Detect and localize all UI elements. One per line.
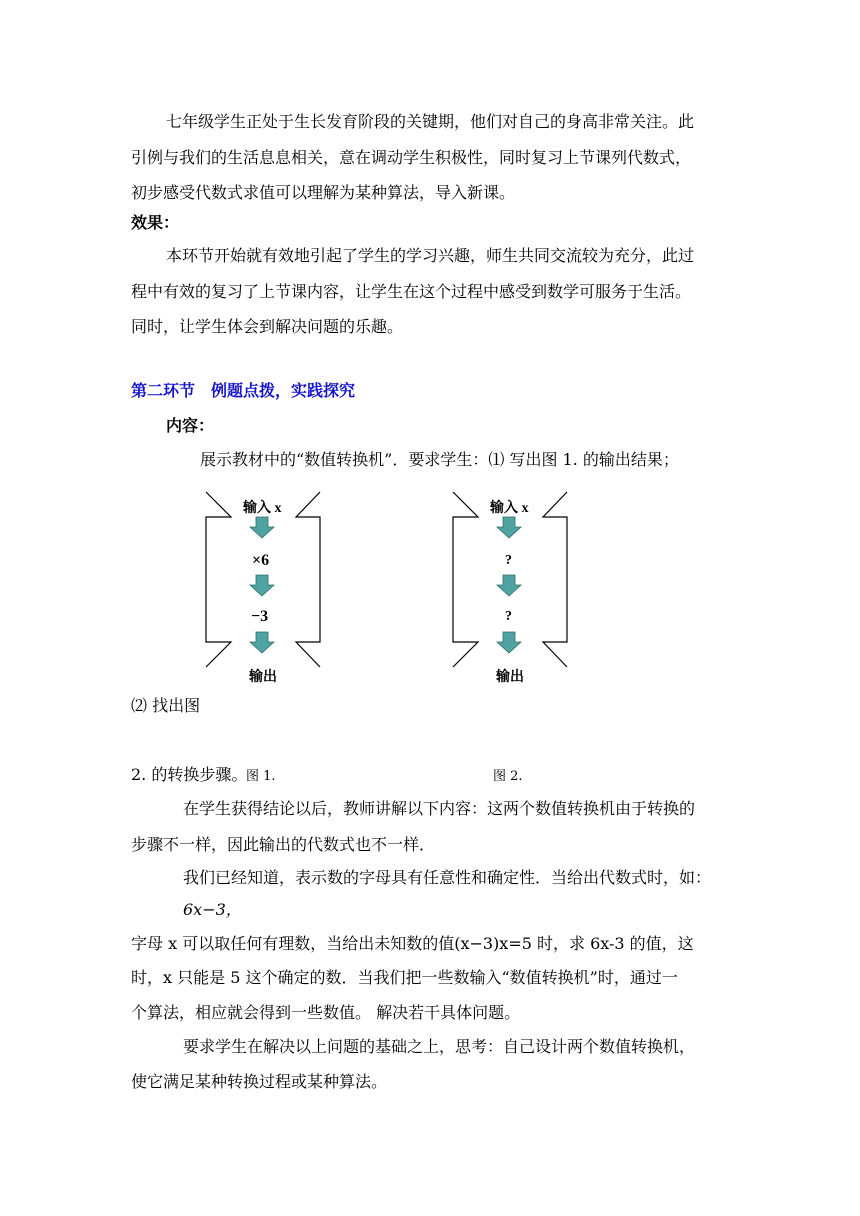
diagram2-step2-label: ? [505, 609, 512, 624]
task2-line: ⑵ 找出图 [131, 696, 201, 715]
para2-line3: 同时，让学生体会到解决问题的乐趣。 [131, 317, 404, 336]
para1-line3: 初步感受代数式求值可以理解为某种算法，导入新课。 [131, 183, 516, 202]
para3-line2: 步骤不一样，因此输出的代数式也不一样． [131, 835, 436, 854]
content-heading: 内容： [166, 416, 215, 435]
down-arrow-icon [497, 632, 521, 653]
down-arrow-icon [497, 575, 521, 596]
para4-line4: 个算法，相应就会得到一些数值。 解决若干具体问题。 [131, 1003, 521, 1022]
down-arrow-icon [250, 575, 274, 596]
para4-line3: 时，x 只能是 5 这个确定的数．当我们把一些数输入“数值转换机”时，通过一 [131, 968, 678, 987]
down-arrow-icon [250, 517, 274, 538]
para1-line2: 引例与我们的生活息息相关，意在调动学生积极性，同时复习上节课列代数式， [131, 148, 692, 167]
para4-line2: 字母 x 可以取任何有理数，当给出未知数的值(x−3)x=5 时，求 6x-3 的值，这 [131, 934, 694, 953]
diagram1-output-label: 输出 [249, 670, 277, 685]
figure2-caption: 图 2. [493, 769, 523, 784]
para4-line1: 我们已经知道，表示数的字母具有任意性和确定性．当给出代数式时，如： [183, 868, 712, 887]
para3-line1: 在学生获得结论以后，教师讲解以下内容：这两个数值转换机由于转换的 [183, 799, 696, 818]
down-arrow-icon [250, 632, 274, 653]
para5-line1: 要求学生在解决以上问题的基础之上，思考：自己设计两个数值转换机， [183, 1037, 696, 1056]
effect-heading: 效果： [131, 213, 180, 232]
diagram1-input-label: 输入 x [243, 501, 282, 516]
diagram2-step1-label: ? [505, 553, 512, 568]
para2-line2: 程中有效的复习了上节课内容，让学生在这个过程中感受到数学可服务于生活。 [131, 282, 692, 301]
diagram1-step1-label: ×6 [252, 552, 270, 569]
diagram2-input-label: 输入 x [490, 501, 529, 516]
section-title: 第二环节 例题点拨，实践探究 [131, 381, 356, 400]
task2-continued: 2. 的转换步骤。 [131, 765, 248, 784]
diagram2-output-label: 输出 [496, 670, 524, 685]
task-line: 展示教材中的“数值转换机”．要求学生：⑴ 写出图 1. 的输出结果； [200, 450, 679, 469]
diagram1-step2-label: −3 [251, 608, 269, 625]
expression: 6x−3， [183, 900, 242, 919]
para1-line1: 七年级学生正处于生长发育阶段的关键期，他们对自己的身高非常关注。此 [166, 112, 695, 131]
para5-line2: 使它满足某种转换过程或某种算法。 [131, 1072, 388, 1091]
para2-line1: 本环节开始就有效地引起了学生的学习兴趣，师生共同交流较为充分，此过 [166, 246, 695, 265]
down-arrow-icon [497, 517, 521, 538]
figure1-caption: 图 1. [246, 769, 276, 784]
